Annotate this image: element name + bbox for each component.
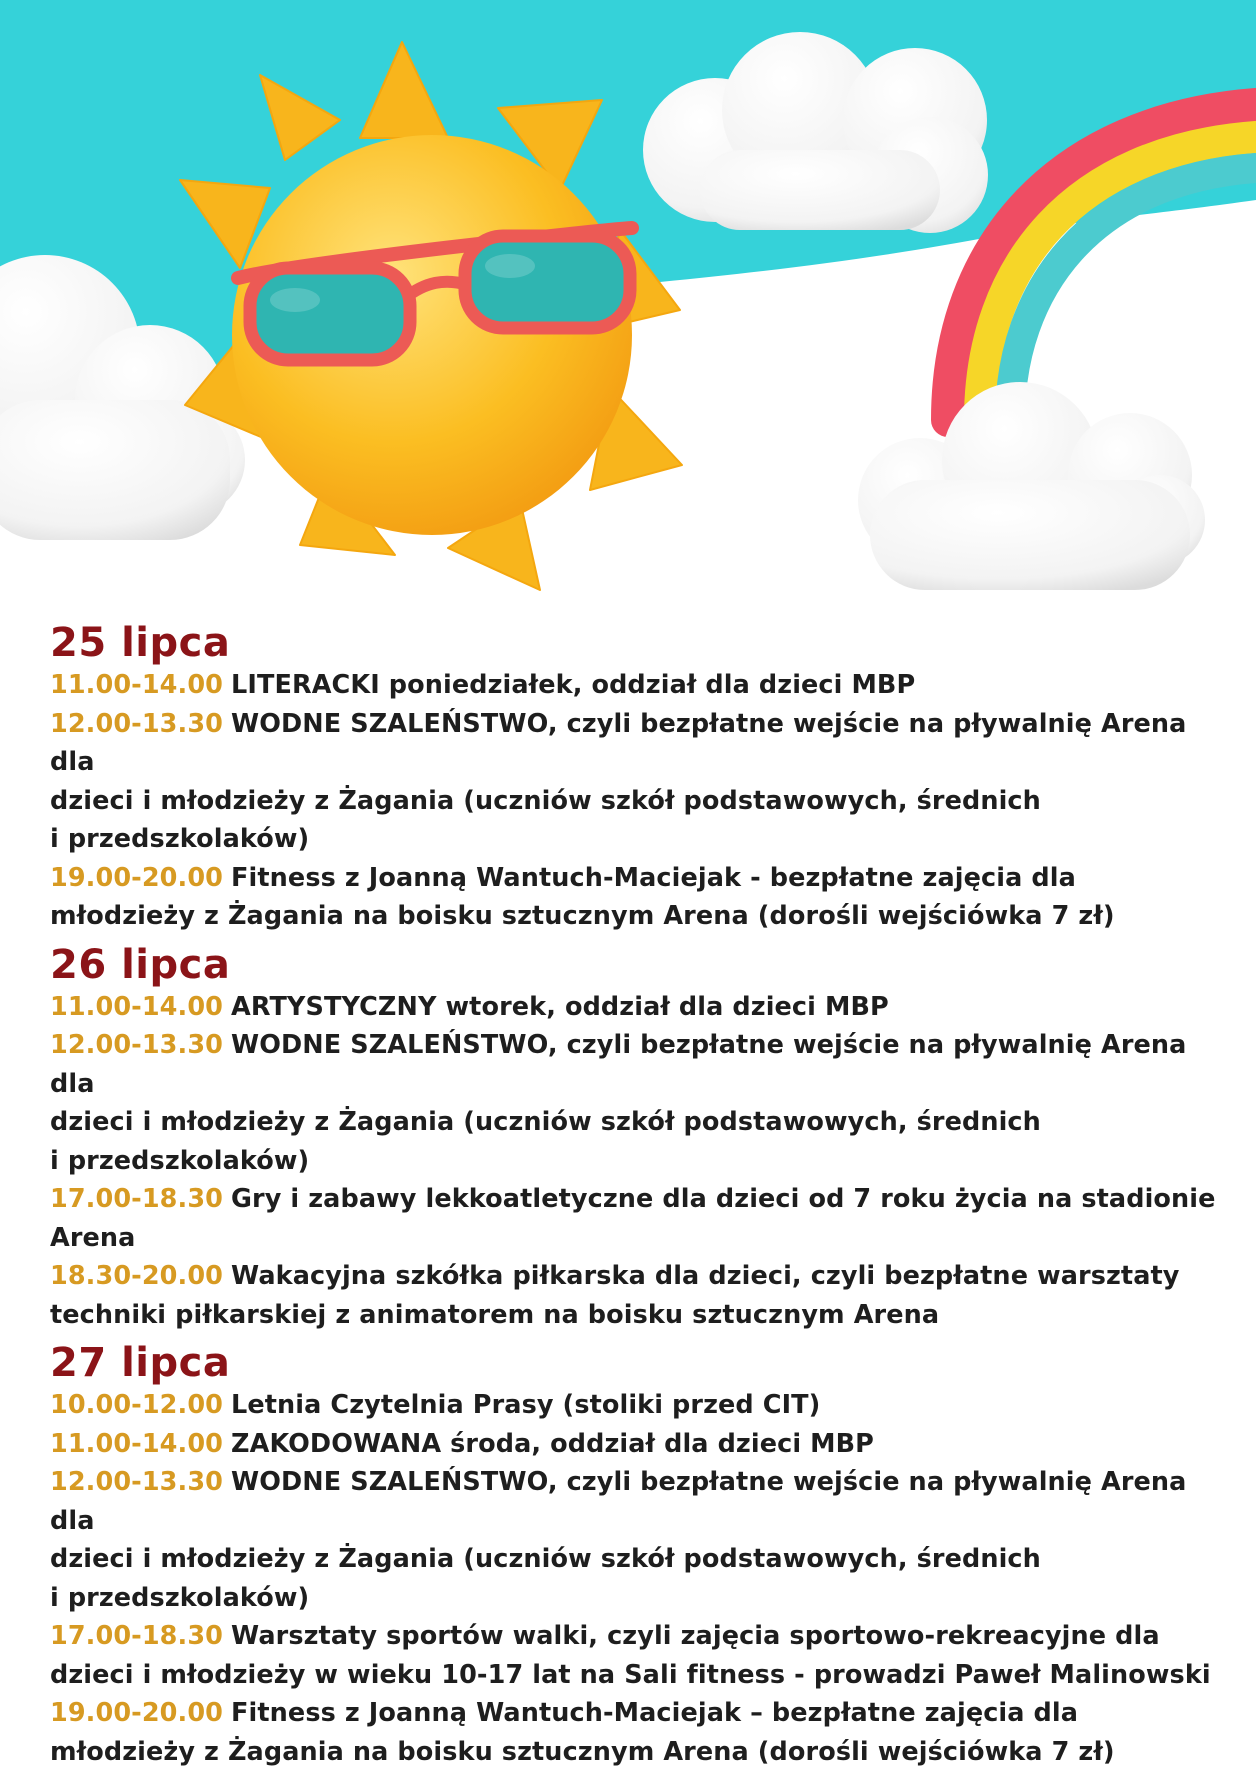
- entry-time: 11.00-14.00: [50, 991, 224, 1022]
- day-section-26-lipca: [50, 942, 1230, 1335]
- entry-time: 10.00-12.00: [50, 1390, 224, 1420]
- day-section-25-lipca: [50, 620, 1230, 936]
- entry-description: LITERACKI poniedziałek, oddział dla dzieci MBP: [231, 670, 916, 700]
- entry-time: 17.00-18.30: [50, 1621, 224, 1651]
- schedule-entry: [50, 1257, 1230, 1334]
- entry-time: 19.00-20.00: [50, 862, 224, 893]
- schedule-entry: [50, 988, 1230, 1027]
- schedule-entry: [50, 1026, 1230, 1180]
- schedule-entry: [50, 1617, 1230, 1694]
- entry-description: ZAKODOWANA środa, oddział dla dzieci MBP: [231, 1428, 874, 1459]
- schedule-entry: [50, 705, 1230, 859]
- entry-time: 12.00-13.30: [50, 708, 224, 739]
- schedule-entry: [50, 1694, 1230, 1771]
- entry-time: 11.00-14.00: [50, 1428, 224, 1459]
- entry-time: 12.00-13.30: [50, 1467, 224, 1497]
- cloud-icon: [858, 382, 1205, 590]
- entry-description: WODNE SZALEŃSTWO, czyli bezpłatne wejście na pływalnię Arena dla dzieci i młodzieży z Żagania (uczniów szkół podstawowych, średnich i przedszkolaków): [50, 708, 1187, 854]
- day-title: 27 lipca: [50, 1340, 231, 1386]
- header-illustration: [0, 0, 1256, 625]
- day-section-27-lipca: [50, 1340, 1230, 1771]
- entry-time: 11.00-14.00: [50, 670, 224, 700]
- schedule-entry: [50, 859, 1230, 936]
- entry-description: Fitness z Joanną Wantuch-Maciejak – bezpłatne zajęcia dla młodzieży z Żagania na boisku sztucznym Arena (dorośli wejściówka 7 zł): [50, 1698, 1115, 1767]
- entry-description: Gry i zabawy lekkoatletyczne dla dzieci od 7 roku życia na stadionie Arena: [50, 1184, 1216, 1253]
- entry-description: WODNE SZALEŃSTWO, czyli bezpłatne wejście na pływalnię Arena dla dzieci i młodzieży z Żagania (uczniów szkół podstawowych, średnich i przedszkolaków): [50, 1467, 1187, 1613]
- entry-description: Fitness z Joanną Wantuch-Maciejak - bezpłatne zajęcia dla młodzieży z Żagania na boisku sztucznym Arena (dorośli wejściówka 7 zł): [50, 862, 1115, 931]
- schedule-entry: [50, 666, 1230, 705]
- event-schedule: [50, 620, 1230, 1777]
- entry-description: WODNE SZALEŃSTWO, czyli bezpłatne wejście na pływalnię Arena dla dzieci i młodzieży z Żagania (uczniów szkół podstawowych, średnich i przedszkolaków): [50, 1030, 1187, 1176]
- entry-description: Warsztaty sportów walki, czyli zajęcia sportowo-rekreacyjne dla dzieci i młodzieży w wieku 10-17 lat na Sali fitness - prowadzi Paweł Malinowski: [50, 1621, 1211, 1690]
- day-title: 26 lipca: [50, 941, 231, 988]
- entry-time: 18.30-20.00: [50, 1261, 224, 1291]
- entry-time: 17.00-18.30: [50, 1184, 224, 1214]
- schedule-entry: [50, 1463, 1230, 1617]
- entry-description: Wakacyjna szkółka piłkarska dla dzieci, czyli bezpłatne warsztaty techniki piłkarskiej z animatorem na boisku sztucznym Arena: [50, 1261, 1180, 1330]
- entry-description: ARTYSTYCZNY wtorek, oddział dla dzieci MBP: [231, 991, 889, 1022]
- schedule-entry: [50, 1386, 1230, 1425]
- entry-time: 12.00-13.30: [50, 1030, 224, 1060]
- entry-time: 19.00-20.00: [50, 1698, 224, 1728]
- day-title: 25 lipca: [50, 620, 231, 666]
- schedule-entry: [50, 1180, 1230, 1257]
- entry-description: Letnia Czytelnia Prasy (stoliki przed CIT): [231, 1390, 821, 1420]
- schedule-entry: [50, 1425, 1230, 1464]
